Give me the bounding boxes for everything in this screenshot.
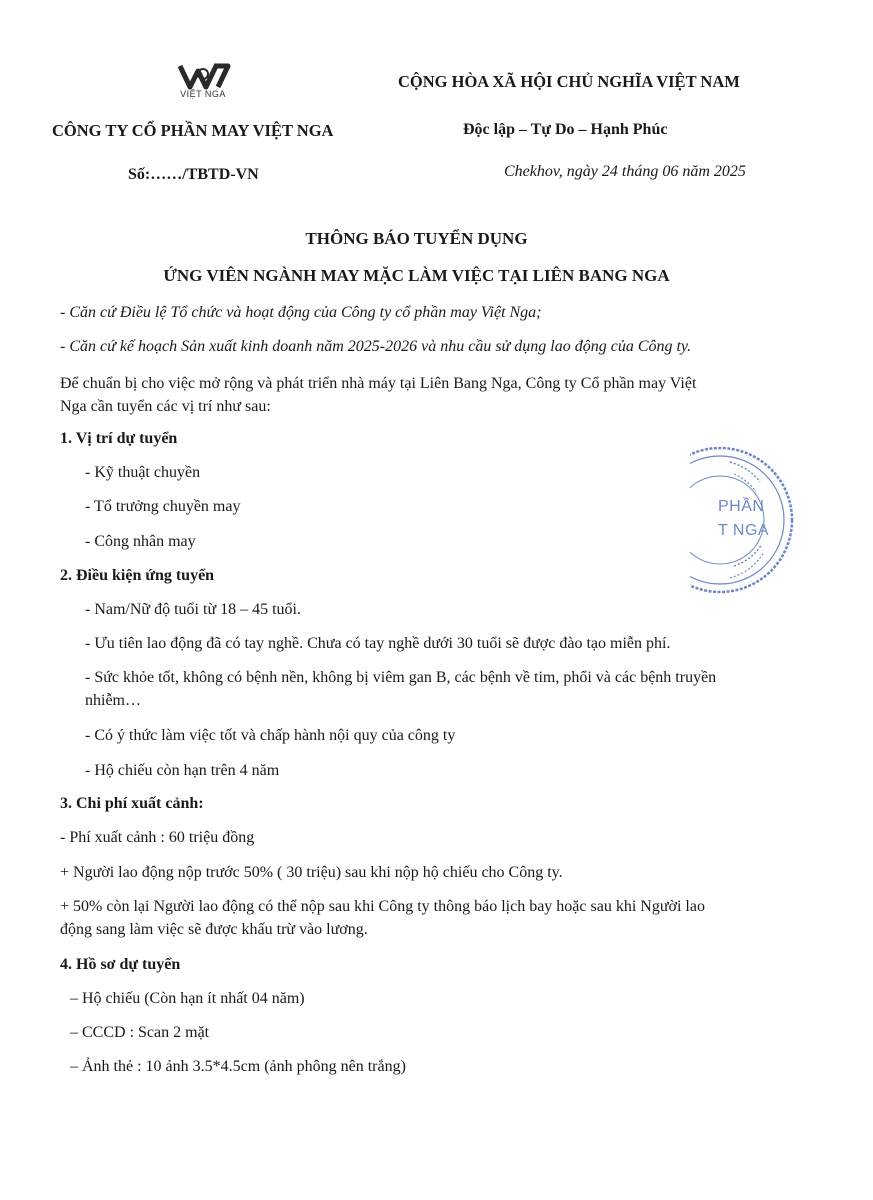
national-title: CỘNG HÒA XÃ HỘI CHỦ NGHĨA VIỆT NAM (398, 72, 740, 91)
national-motto: Độc lập – Tự Do – Hạnh Phúc (463, 121, 668, 138)
list-item: + Người lao động nộp trước 50% ( 30 triệu) sau khi nộp hộ chiếu cho Công ty. (60, 864, 563, 881)
list-item: - Công nhân may (85, 533, 196, 550)
list-item: - Hộ chiếu còn hạn trên 4 năm (85, 762, 280, 779)
list-item: - Ưu tiên lao động đã có tay nghề. Chưa có tay nghề dưới 30 tuổi sẽ được đào tạo miễn phí. (85, 635, 671, 652)
section-heading-positions: 1. Vị trí dự tuyển (60, 430, 178, 447)
list-item: – Hộ chiếu (Còn hạn ít nhất 04 năm) (70, 990, 305, 1007)
company-name: CÔNG TY CỔ PHẦN MAY VIỆT NGA (52, 121, 334, 140)
place-and-date: Chekhov, ngày 24 tháng 06 năm 2025 (504, 163, 746, 180)
list-item: - Sức khỏe tốt, không có bệnh nền, không bị viêm gan B, các bệnh về tim, phổi và các bệnh truyền (85, 669, 717, 686)
list-item: - Tổ trưởng chuyền may (85, 498, 241, 515)
stamp-seal-icon (690, 432, 800, 608)
list-item: - Có ý thức làm việc tốt và chấp hành nội quy của công ty (85, 727, 456, 744)
list-item: – Ảnh thẻ : 10 ảnh 3.5*4.5cm (ảnh phông nên trắng) (70, 1058, 406, 1075)
logo-text: VIỆT NGA (180, 89, 226, 99)
stamp-text: T NGA (718, 522, 770, 539)
basis-line: - Căn cứ kế hoạch Sản xuất kinh doanh năm 2025-2026 và nhu cầu sử dụng lao động của Công ty. (60, 338, 692, 355)
intro-line: Để chuẩn bị cho việc mở rộng và phát triển nhà máy tại Liên Bang Nga, Công ty Cổ phần may Việt (60, 375, 697, 392)
company-logo (158, 63, 248, 107)
intro-line: Nga cần tuyển các vị trí như sau: (60, 398, 271, 415)
document-title: THÔNG BÁO TUYỂN DỤNG (305, 229, 528, 248)
section-heading-costs: 3. Chi phí xuất cảnh: (60, 795, 204, 812)
basis-line: - Căn cứ Điều lệ Tổ chức và hoạt động của Công ty cổ phần may Việt Nga; (60, 304, 542, 321)
list-item: - Kỹ thuật chuyền (85, 464, 201, 481)
list-item: - Phí xuất cảnh : 60 triệu đồng (60, 829, 255, 846)
section-heading-documents: 4. Hồ sơ dự tuyển (60, 956, 181, 973)
company-stamp (690, 432, 800, 608)
list-item: động sang làm việc sẽ được khấu trừ vào lương. (60, 921, 368, 938)
document-subtitle: ỨNG VIÊN NGÀNH MAY MẶC LÀM VIỆC TẠI LIÊN BANG NGA (163, 266, 670, 285)
document-number: Số:……/TBTD-VN (128, 166, 259, 183)
stamp-text: PHẦN (718, 498, 765, 515)
section-heading-conditions: 2. Điều kiện ứng tuyển (60, 567, 215, 584)
list-item: + 50% còn lại Người lao động có thể nộp sau khi Công ty thông báo lịch bay hoặc sau khi Người lao (60, 898, 705, 915)
logo-mark-icon (158, 63, 248, 91)
list-item: – CCCD : Scan 2 mặt (70, 1024, 210, 1041)
list-item: - Nam/Nữ độ tuổi từ 18 – 45 tuổi. (85, 601, 301, 618)
list-item: nhiễm… (85, 692, 141, 709)
